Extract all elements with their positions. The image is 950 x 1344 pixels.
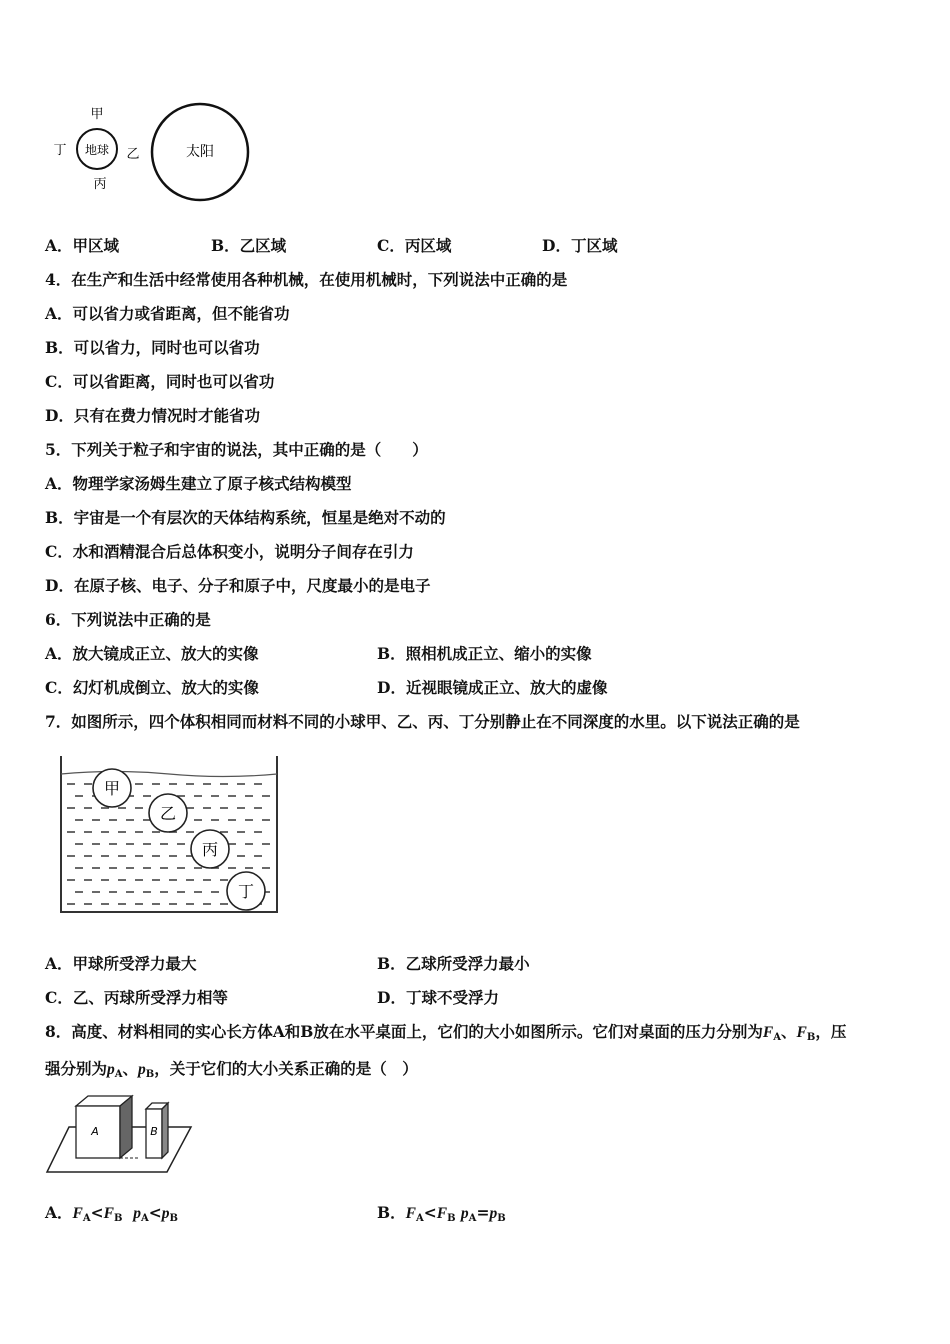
q4-option-b: B．可以省力，同时也可以省功 [45, 338, 260, 357]
q4-stem: 4．在生产和生活中经常使用各种机械，在使用机械时，下列说法中正确的是 [45, 270, 568, 289]
block-a-label: A [91, 1125, 99, 1138]
label-north: 甲 [90, 107, 104, 122]
ball-ding [227, 872, 265, 910]
water-tank-diagram [55, 752, 285, 920]
q8-stem-line1: 8．高度、材料相同的实心长方体A和B放在水平桌面上，它们的大小如图所示。它们对桌面的压力分别为$F_A$、$F_B$，压 [45, 1022, 847, 1043]
q4-option-c: C．可以省距离，同时也可以省功 [45, 372, 275, 391]
blocks-on-table-diagram [45, 1092, 195, 1176]
block-a-side [120, 1096, 132, 1158]
q4-option-d: D．只有在费力情况时才能省功 [45, 406, 260, 425]
q5-option-b: B．宇宙是一个有层次的天体结构系统，恒星是绝对不动的 [45, 508, 446, 527]
q3-option-b: B．乙区域 [211, 236, 287, 255]
q5-option-d: D．在原子核、电子、分子和原子中，尺度最小的是电子 [45, 576, 431, 595]
q6-option-d: D．近视眼镜成正立、放大的虚像 [377, 678, 608, 697]
q6-option-b: B．照相机成正立、缩小的实像 [377, 644, 592, 663]
q5-stem: 5．下列关于粒子和宇宙的说法，其中正确的是（ ） [45, 440, 428, 459]
q6-stem: 6．下列说法中正确的是 [45, 610, 211, 629]
label-south: 丙 [93, 177, 107, 192]
q8-stem-text: 8．高度、材料相同的实心长方体A和B放在水平桌面上，它们的大小如图所示。它们对桌面的压力分别为 [45, 1022, 763, 1041]
q8-option-a: A．$F_A<F_B$ $p_A<p_B$ [45, 1203, 178, 1224]
q6-option-a: A．放大镜成正立、放大的实像 [45, 644, 259, 663]
q7-stem: 7．如图所示，四个体积相同而材料不同的小球甲、乙、丙、丁分别静止在不同深度的水里。以下说法正确的是 [45, 712, 800, 731]
ball-jia [93, 769, 131, 807]
q5-option-a: A．物理学家汤姆生建立了原子核式结构模型 [45, 474, 352, 493]
ball-jia-label: 甲 [103, 779, 121, 798]
q7-option-d: D．丁球不受浮力 [377, 988, 499, 1007]
ball-yi [149, 794, 187, 832]
q3-option-d: D．丁区域 [542, 236, 618, 255]
label-east: 乙 [126, 147, 140, 162]
q6-option-c: C．幻灯机成倒立、放大的实像 [45, 678, 259, 697]
sun-label: 太阳 [186, 144, 214, 160]
q7-option-b: B．乙球所受浮力最小 [377, 954, 530, 973]
block-b-side [162, 1103, 168, 1158]
earth-sun-diagram [45, 100, 265, 205]
ball-bing-label: 丙 [201, 840, 219, 859]
ball-bing [191, 830, 229, 868]
q7-option-a: A．甲球所受浮力最大 [45, 954, 197, 973]
q3-option-c: C．丙区域 [377, 236, 452, 255]
block-b-label: B [150, 1125, 158, 1138]
ball-ding-label: 丁 [237, 882, 255, 901]
q5-option-c: C．水和酒精混合后总体积变小，说明分子间存在引力 [45, 542, 414, 561]
q7-option-c: C．乙、丙球所受浮力相等 [45, 988, 228, 1007]
q4-option-a: A．可以省力或省距离，但不能省功 [45, 304, 290, 323]
water-surface [61, 772, 277, 777]
ball-yi-label: 乙 [159, 804, 177, 823]
q3-option-a: A．甲区域 [45, 236, 120, 255]
q8-stem-line2: 强分别为$p_A$、$p_B$，关于它们的大小关系正确的是（ ） [45, 1059, 418, 1080]
earth-label: 地球 [84, 143, 110, 157]
label-west: 丁 [53, 143, 67, 158]
q8-option-b: B．$F_A<F_B$ $p_A=p_B$ [377, 1203, 506, 1224]
